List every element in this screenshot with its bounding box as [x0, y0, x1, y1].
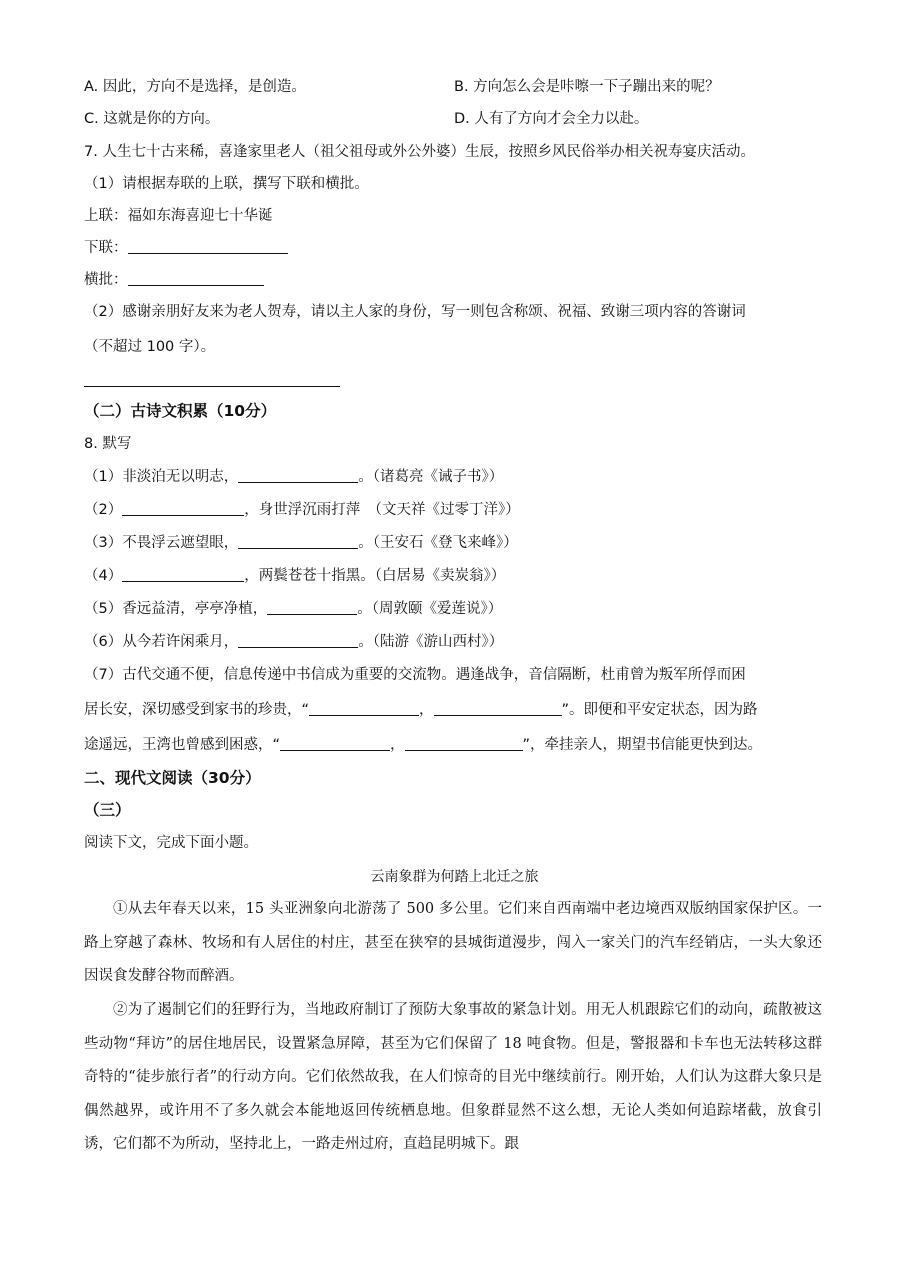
q8-item-3 [84, 533, 518, 553]
q7-horizontal-scroll [84, 270, 264, 290]
q8-item-7-blank-2[interactable] [434, 701, 562, 716]
q8-item-7-line3-comma: ， [390, 737, 405, 753]
option-a: A. 因此，方向不是选择，是创造。 [84, 79, 306, 95]
q8-item-1-blank[interactable] [238, 468, 358, 483]
q8-item-2-blank[interactable] [122, 501, 244, 516]
section2-heading: （二）古诗文积累（10分） [84, 402, 277, 420]
q8-item-2-text-b: ，身世浮沉雨打萍 （文天祥《过零丁洋》） [244, 502, 520, 518]
q7-lower-couplet [84, 238, 288, 258]
reading-instruction: 阅读下文，完成下面小题。 [84, 835, 258, 851]
q7-lower-label: 下联： [84, 240, 128, 256]
q8-item-6-text-b: 。（陆游《游山西村》） [358, 634, 504, 650]
q8-item-7-line3-text-c: ”，牵挂亲人，期望书信能更快到达。 [522, 737, 763, 753]
q8-item-3-blank[interactable] [238, 534, 358, 549]
q8-item-5-blank[interactable] [267, 600, 357, 615]
q8-stem: 8. 默写 [84, 436, 132, 452]
q8-item-7-line2-text-a: 居长安，深切感受到家书的珍贵，“ [84, 702, 310, 718]
q7-part1: （1）请根据寿联的上联，撰写下联和横批。 [84, 176, 369, 192]
part2-heading: 二、现代文阅读（30分） [84, 769, 261, 787]
q8-item-6 [84, 632, 503, 652]
q8-item-7-line3-text-a: 途遥远，王湾也曾感到困惑，“ [84, 737, 281, 753]
option-d: D. 人有了方向才会全力以赴。 [454, 111, 649, 127]
q8-item-7-line2 [84, 700, 758, 720]
q8-item-7-blank-3[interactable] [280, 736, 390, 751]
q8-item-5 [84, 599, 502, 619]
q8-item-7-line2-text-c: ”。即便和平安定状态，因为路 [561, 702, 758, 718]
q7-upper-couplet: 上联：福如东海喜迎七十华诞 [84, 208, 273, 224]
q8-item-7-blank-4[interactable] [405, 736, 523, 751]
q7-part2-line2: （不超过 100 字）。 [84, 339, 216, 355]
q8-item-7-blank-1[interactable] [309, 701, 419, 716]
q8-item-1-text-b: 。（诸葛亮《诫子书》） [358, 469, 504, 485]
q8-item-4-text-b: ，两鬓苍苍十指黑。（白居易《卖炭翁》） [244, 568, 506, 584]
q8-item-7-line2-comma: ， [419, 702, 434, 718]
q7-stem: 7. 人生七十古来稀，喜逢家里老人（祖父祖母或外公外婆）生辰，按照乡风民俗举办相关祝寿宴庆活动。 [84, 144, 755, 160]
q8-item-1 [84, 467, 503, 487]
q7-horizontal-label: 横批： [84, 272, 128, 288]
option-c: C. 这就是你的方向。 [84, 111, 220, 127]
q8-item-4-blank[interactable] [122, 567, 244, 582]
q7-answer-line[interactable] [84, 386, 340, 387]
q8-item-6-blank[interactable] [238, 633, 358, 648]
q7-part2-line1: （2）感谢亲朋好友来为老人贺寿，请以主人家的身份，写一则包含称颂、祝福、致谢三项内容的答谢词 [84, 304, 746, 320]
article-title: 云南象群为何踏上北迁之旅 [370, 869, 539, 885]
q8-item-4 [84, 566, 505, 586]
q8-item-5-text-b: 。（周敦颐《爱莲说》） [357, 601, 503, 617]
q7-horizontal-blank[interactable] [128, 271, 264, 286]
option-b: B. 方向怎么会是咔嚓一下子蹦出来的呢？ [454, 79, 720, 95]
q8-item-7-line1: （7）古代交通不便，信息传递中书信成为重要的交流物。遇逢战争，音信隔断，杜甫曾为叛军所俘而困 [84, 667, 746, 683]
q8-item-1-text-a: （1）非淡泊无以明志， [84, 469, 239, 485]
q8-item-2-text-a: （2） [84, 502, 123, 518]
q8-item-3-text-a: （3）不畏浮云遮望眼， [84, 535, 239, 551]
q8-item-3-text-b: 。（王安石《登飞来峰》） [358, 535, 518, 551]
q8-item-6-text-a: （6）从今若许闲乘月， [84, 634, 239, 650]
section3-heading: （三） [84, 801, 131, 819]
q8-item-2 [84, 500, 520, 520]
q8-item-7-line3 [84, 735, 762, 755]
q7-lower-blank[interactable] [128, 239, 288, 254]
q8-item-4-text-a: （4） [84, 568, 123, 584]
article-paragraph-2: ②为了遏制它们的狂野行为，当地政府制订了预防大象事故的紧急计划。用无人机跟踪它们的动向，疏散被这些动物“拜访”的居住地居民，设置紧急屏障，甚至为它们保留了 18 吨食物。但是，警报器和卡车也无法转移这群奇特的“徒步旅行者”的行动方向。它们依然故我，在人们惊奇的目光中继续前行。刚开始，人们认为这群大象只是偶然越界，或许用不了多久就会本能地返回传统栖息地。但象群显然不这么想，无论人类如何追踪堵截，放食引诱，它们都不为所动，坚持北上，一路走州过府，直趋昆明城下。跟 [84, 1002, 822, 1152]
article-paragraph-1: ①从去年春天以来，15 头亚洲象向北游荡了 500 多公里。它们来自西南端中老边境西双版纳国家保护区。一路上穿越了森林、牧场和有人居住的村庄，甚至在狭窄的县城街道漫步，闯入一家关门的汽车经销店，一头大象还因误食发酵谷物而醉酒。 [84, 901, 822, 984]
q8-item-5-text-a: （5）香远益清，亭亭净植， [84, 601, 268, 617]
